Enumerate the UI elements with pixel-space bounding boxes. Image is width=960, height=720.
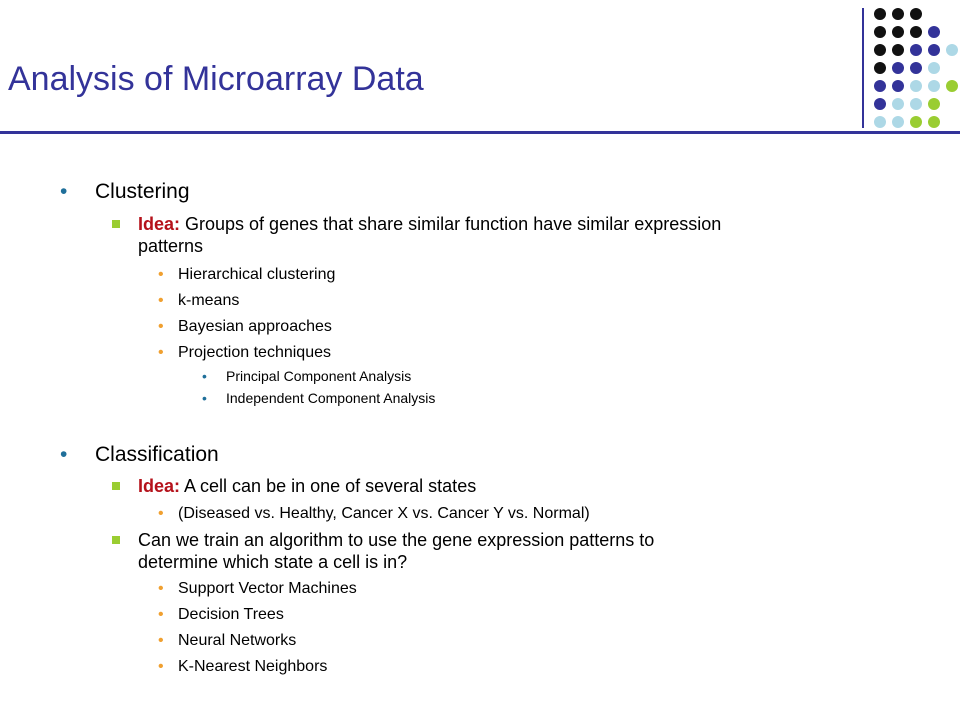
bullet-level2 [112, 220, 120, 228]
bullet-level3: • [158, 580, 164, 597]
idea-text: A cell can be in one of several states [180, 476, 477, 496]
bullet-level3: • [158, 318, 164, 335]
bullet-level3: • [158, 266, 164, 283]
list-item: Principal Component Analysis [226, 368, 412, 384]
list-item: (Diseased vs. Healthy, Cancer X vs. Cancer Y vs. Normal) [178, 505, 590, 522]
bullet-level3: • [158, 658, 164, 675]
list-item: Independent Component Analysis [226, 390, 436, 406]
bullet-level3: • [158, 632, 164, 649]
classification-question-cont: determine which state a cell is in? [138, 552, 408, 572]
clustering-heading: Clustering [95, 180, 190, 203]
bullet-level3: • [158, 606, 164, 623]
idea-text: Groups of genes that share similar function have similar expression [180, 214, 722, 234]
bullet-level2 [112, 482, 120, 490]
bullet-level1: • [60, 443, 68, 466]
bullet-level3: • [158, 344, 164, 361]
classification-heading: Classification [95, 443, 219, 466]
list-item: Hierarchical clustering [178, 266, 336, 283]
clustering-idea [138, 214, 721, 235]
list-item: Decision Trees [178, 606, 284, 623]
classification-idea [138, 476, 476, 497]
idea-keyword: Idea: [138, 214, 181, 234]
list-item: Projection techniques [178, 344, 331, 361]
bullet-level3: • [158, 505, 164, 522]
classification-question: Can we train an algorithm to use the gene expression patterns to [138, 530, 655, 550]
list-item: Support Vector Machines [178, 580, 357, 597]
list-item: K-Nearest Neighbors [178, 658, 328, 675]
bullet-level4: • [202, 368, 207, 384]
clustering-idea-cont: patterns [138, 236, 204, 256]
bullet-level4: • [202, 390, 207, 406]
bullet-level2 [112, 536, 120, 544]
list-item: Neural Networks [178, 632, 297, 649]
slide-title: Analysis of Microarray Data [8, 60, 424, 98]
bullet-level1: • [60, 180, 68, 203]
list-item: Bayesian approaches [178, 318, 332, 335]
list-item: k-means [178, 292, 240, 309]
idea-keyword: Idea: [138, 476, 181, 496]
bullet-level3: • [158, 292, 164, 309]
